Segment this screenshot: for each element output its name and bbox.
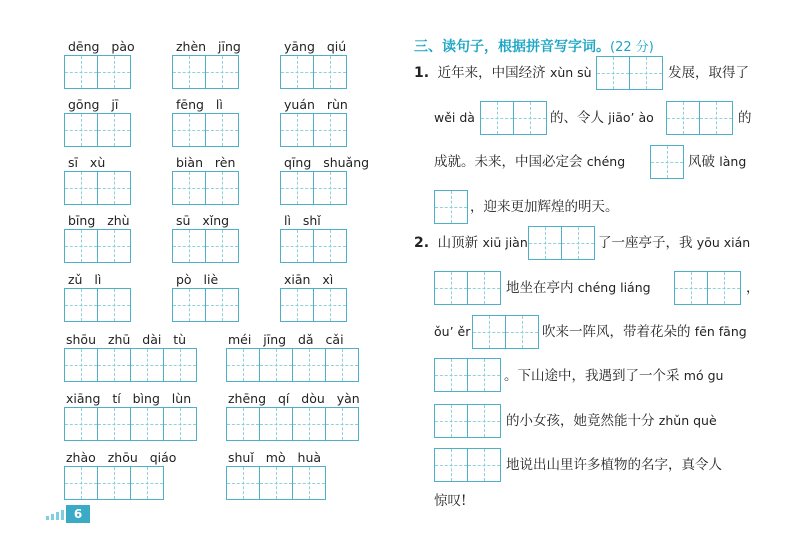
pinyin-label: pò liè (176, 272, 219, 287)
section-score: (22 分) (610, 40, 654, 55)
pinyin-label: sū xǐng (176, 213, 230, 228)
q2-box-xiujian[interactable] (528, 226, 595, 260)
q2-pinyin-ouer: ǒu’ ěr (434, 324, 471, 339)
writing-box[interactable] (172, 288, 239, 322)
writing-box[interactable] (64, 171, 131, 205)
q1-number: 1. (414, 65, 430, 81)
writing-box[interactable] (64, 229, 131, 263)
writing-box[interactable] (64, 348, 197, 382)
q2-line3: 吹来一阵风，带着花朵的 fēn fāng (542, 324, 747, 340)
pinyin-label: qīng shuǎng (284, 155, 370, 170)
writing-box[interactable] (64, 55, 131, 89)
writing-box[interactable] (172, 229, 239, 263)
section-title: 三、读句子，根据拼音写字词。(22 分) (414, 39, 654, 55)
q2-line7: 惊叹! (434, 493, 467, 509)
pinyin-label: zǔ lì (68, 272, 102, 287)
q1-line2-end: 的 (738, 110, 752, 126)
writing-box[interactable] (280, 171, 347, 205)
pinyin-label: shōu zhū dài tù (66, 332, 187, 347)
writing-box[interactable] (172, 113, 239, 147)
pinyin-label: gōng jī (68, 97, 119, 112)
q1-line3-end: 风破 làng (688, 154, 747, 170)
q1-line3: 成就。未来，中国必定会 chéng (434, 154, 626, 170)
writing-box[interactable] (172, 55, 239, 89)
q2-line5: 的小女孩，她竟然能十分 zhǔn què (506, 413, 717, 429)
q2-number: 2. (414, 235, 430, 251)
q2-box-mogu[interactable] (434, 404, 501, 438)
pinyin-label: zhào zhōu qiáo (66, 450, 177, 465)
pinyin-label: biàn rèn (176, 155, 236, 170)
writing-box[interactable] (64, 288, 131, 322)
pinyin-label: yuán rùn (284, 97, 348, 112)
q1-line1-end: 发展，取得了 (668, 65, 749, 81)
q1-line1: 1. 近年来，中国经济 xùn sù (414, 65, 592, 81)
pinyin-label: xiāng tí bìng lùn (66, 391, 192, 406)
q2-box-zhunque[interactable] (434, 448, 501, 482)
q1-pinyin-weida: wěi dà (434, 110, 475, 125)
q1-box-xunsu[interactable] (596, 56, 663, 90)
writing-box[interactable] (64, 113, 131, 147)
q1-box-jiaoao[interactable] (666, 101, 733, 135)
pinyin-label: méi jīng dǎ cǎi (228, 332, 344, 347)
pinyin-label: shuǐ mò huà (228, 450, 322, 465)
q2-box-chengliang[interactable] (674, 271, 741, 305)
writing-box[interactable] (226, 466, 326, 500)
q2-box-youxian[interactable] (434, 271, 501, 305)
writing-box[interactable] (280, 229, 347, 263)
q1-box-lang[interactable] (434, 190, 468, 224)
pinyin-label: lì shǐ (284, 213, 321, 228)
writing-box[interactable] (64, 407, 197, 441)
writing-box[interactable] (280, 55, 347, 89)
q2-box-ouer[interactable] (472, 315, 539, 349)
pinyin-label: dēng pào (68, 39, 135, 54)
pinyin-label: bīng zhù (68, 213, 130, 228)
q1-line4: ，迎来更加辉煌的明天。 (470, 199, 619, 215)
q1-pinyin-xunsu: xùn sù (549, 65, 592, 80)
pinyin-label: fēng lì (176, 97, 223, 112)
q2-line4: 。下山途中，我遇到了一个采 mó gu (504, 368, 724, 384)
q2-box-fenfang[interactable] (434, 358, 501, 392)
q1-box-weida[interactable] (480, 101, 547, 135)
q2-line6: 地说出山里许多植物的名字，真令人 (506, 457, 722, 473)
pinyin-label: zhēng qí dòu yàn (228, 391, 360, 406)
writing-box[interactable] (64, 466, 164, 500)
q2-line2-end: ， (746, 280, 760, 296)
q2-line1-end: 了一座亭子，我 yōu xián (598, 235, 751, 251)
pinyin-label: yāng qiú (284, 39, 347, 54)
q1-box-cheng[interactable] (650, 145, 684, 179)
pinyin-label: zhèn jīng (176, 39, 241, 54)
q2-line2: 地坐在亭内 chéng liáng (506, 280, 651, 296)
pinyin-label: sī xù (68, 155, 106, 170)
writing-box[interactable] (280, 288, 347, 322)
writing-box[interactable] (280, 113, 347, 147)
writing-box[interactable] (172, 171, 239, 205)
writing-box[interactable] (226, 407, 359, 441)
q2-line1: 2. 山顶新 xiū jiàn (414, 235, 528, 251)
pinyin-label: xiān xì (284, 272, 334, 287)
q1-line2: 的、令人 jiāo’ ào (550, 110, 654, 126)
page-number: 6 (66, 505, 90, 523)
writing-box[interactable] (226, 348, 359, 382)
